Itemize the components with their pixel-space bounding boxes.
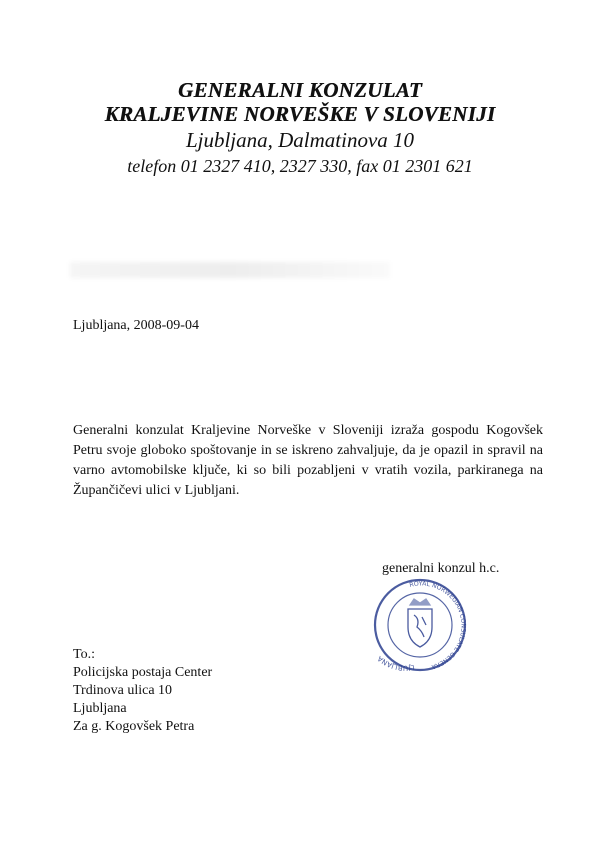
stamp-coat-of-arms-icon [408,599,432,647]
recipient-label: To.: [73,647,95,662]
signer-title: generalni konzul h.c. [382,561,500,576]
letterhead-phone: telefon 01 2327 410, 2327 330, fax 01 2301 621 [127,156,473,176]
recipient-line: Ljubljana [73,701,127,716]
recipient-line: Policijska postaja Center [73,665,213,680]
recipient-address [73,646,212,736]
recipient-line: Za g. Kogovšek Petra [73,719,195,734]
letterhead-address: Ljubljana, Dalmatinova 10 [185,128,415,152]
recipient-line: Trdinova ulica 10 [73,683,173,698]
stamp-text-left: LJUBLJANA [376,654,415,672]
faint-scan-artifact [70,262,390,278]
letterhead-subtitle: KRALJEVINE NORVEŠKE V SLOVENIJI [104,102,496,126]
svg-text:LJUBLJANA [376,654,415,672]
consulate-seal-stamp [370,575,470,673]
stamp-text-right: ROYAL NORWEGIAN CONSULATE GENERA [408,580,467,671]
letter-date: Ljubljana, 2008-09-04 [73,318,199,333]
letterhead-title: GENERALNI KONZULAT [177,78,422,102]
letter-body: Generalni konzulat Kraljevine Norveške v Sloveniji izraža gospodu Kogovšek Petru svoje globoko spoštovanje in se iskreno zahvaljuje, da je opazil in spravil na varno avtomobilske ključe, ki so bili pozabljeni v vratih vozila, parkiranega na Župančičevi ulici v Ljubljani. [73,423,543,498]
